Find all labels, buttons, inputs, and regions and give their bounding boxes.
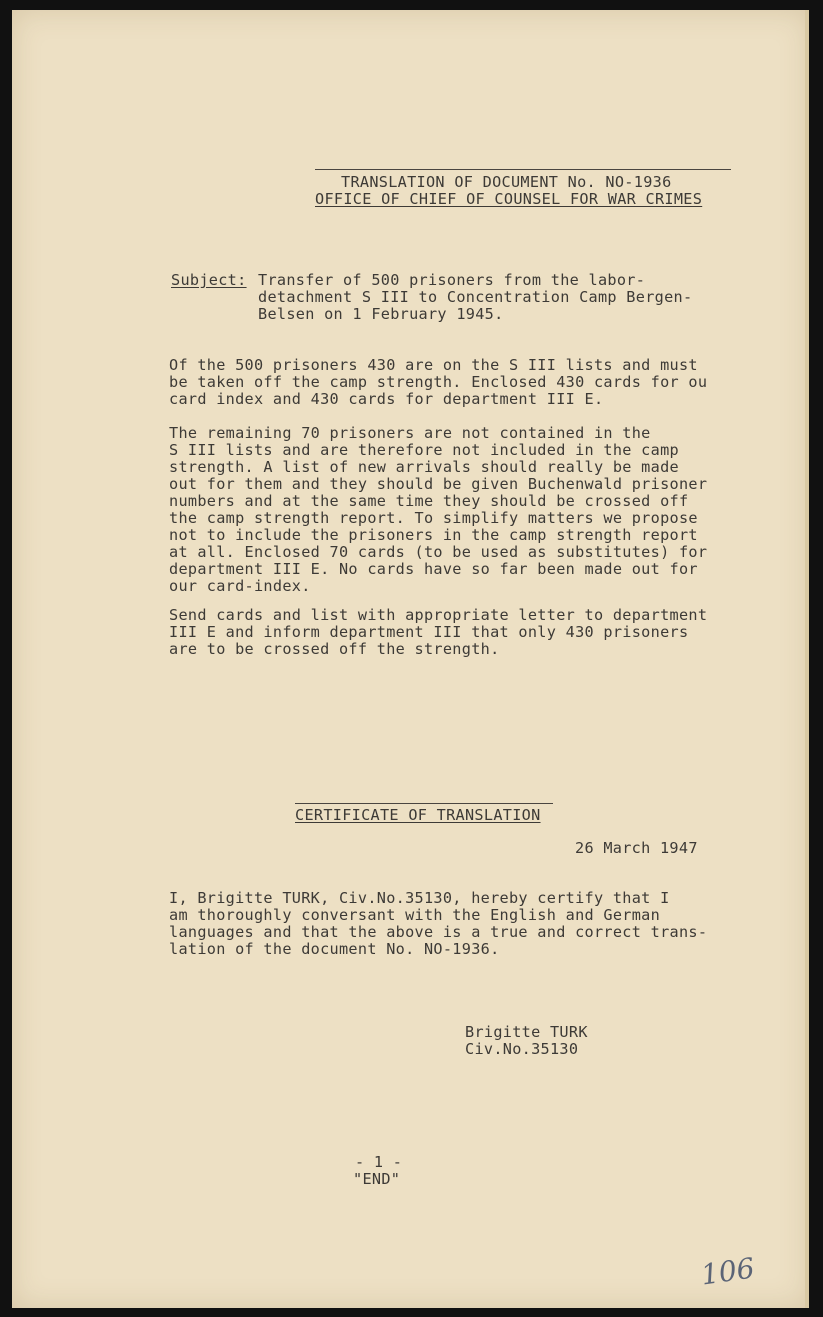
paragraph-2-line-8: at all. Enclosed 70 cards (to be used as substitutes) for: [169, 543, 708, 561]
signature-id: Civ.No.35130: [465, 1040, 579, 1058]
paragraph-2-line-3: strength. A list of new arrivals should really be made: [169, 458, 679, 476]
certificate-line-2: am thoroughly conversant with the English and German: [169, 906, 661, 924]
certificate-heading: CERTIFICATE OF TRANSLATION: [295, 806, 541, 824]
handwritten-page-number: 106: [698, 1251, 757, 1292]
paragraph-3-line-1: Send cards and list with appropriate letter to department: [169, 606, 708, 624]
certificate-line-3: languages and that the above is a true and correct trans-: [169, 923, 708, 941]
document-title: TRANSLATION OF DOCUMENT No. NO-1936: [341, 173, 672, 191]
subject-line-3: Belsen on 1 February 1945.: [258, 305, 504, 323]
subject-line-1: Transfer of 500 prisoners from the labor-: [258, 271, 646, 289]
paragraph-2-line-2: S III lists and are therefore not included in the camp: [169, 441, 679, 459]
certificate-line-4: lation of the document No. NO-1936.: [169, 940, 500, 958]
paragraph-2-line-9: department III E. No cards have so far been made out for: [169, 560, 698, 578]
signature-name: Brigitte TURK: [465, 1023, 588, 1041]
paragraph-1-line-3: card index and 430 cards for department III E.: [169, 390, 604, 408]
certificate-top-rule: [295, 803, 553, 804]
paragraph-2-line-6: the camp strength report. To simplify matters we propose: [169, 509, 698, 527]
header-top-rule: [315, 169, 731, 170]
document-page: [12, 10, 809, 1308]
page-edge: [805, 10, 809, 1308]
paragraph-2-line-5: numbers and at the same time they should be crossed off: [169, 492, 689, 510]
certificate-date: 26 March 1947: [575, 839, 698, 857]
paragraph-3-line-3: are to be crossed off the strength.: [169, 640, 500, 658]
paragraph-3-line-2: III E and inform department III that only 430 prisoners: [169, 623, 689, 641]
office-title: OFFICE OF CHIEF OF COUNSEL FOR WAR CRIMES: [315, 190, 703, 208]
certificate-line-1: I, Brigitte TURK, Civ.No.35130, hereby certify that I: [169, 889, 670, 907]
paragraph-1-line-1: Of the 500 prisoners 430 are on the S III lists and must: [169, 356, 698, 374]
paragraph-2-line-1: The remaining 70 prisoners are not contained in the: [169, 424, 651, 442]
subject-line-2: detachment S III to Concentration Camp Bergen-: [258, 288, 693, 306]
paragraph-1-line-2: be taken off the camp strength. Enclosed 430 cards for ou: [169, 373, 708, 391]
paragraph-2-line-4: out for them and they should be given Buchenwald prisoner: [169, 475, 708, 493]
paragraph-2-line-10: our card-index.: [169, 577, 311, 595]
paragraph-2-line-7: not to include the prisoners in the camp strength report: [169, 526, 698, 544]
subject-label: Subject:: [171, 271, 247, 289]
page-number-typed: - 1 -: [355, 1153, 403, 1171]
end-marker: "END": [353, 1170, 401, 1188]
